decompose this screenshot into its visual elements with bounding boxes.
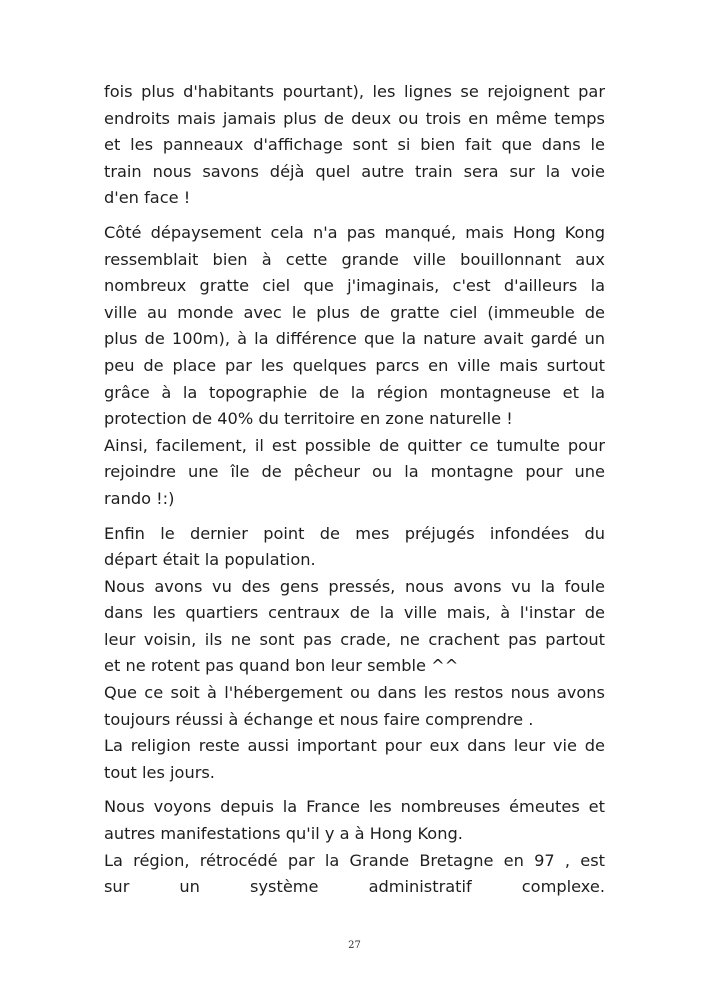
text-line: tout les jours.: [104, 762, 215, 782]
text-line: et les panneaux d'affichage sont si bien fait que dans le: [104, 135, 605, 155]
text-line: plus de 100m), à la différence que la nature avait gardé un: [104, 329, 605, 349]
text-line: départ était la population.: [104, 550, 316, 570]
page-number: 27: [348, 940, 361, 951]
text-line: Nous voyons depuis la France les nombreuses émeutes et: [104, 797, 605, 817]
paragraph-metro: [104, 79, 605, 212]
text-line: La religion reste aussi important pour eux dans leur vie de: [104, 736, 605, 756]
text-line: fois plus d'habitants pourtant), les lignes se rejoignent par: [104, 82, 605, 101]
text-line: Ainsi, facilement, il est possible de quitter ce tumulte pour: [104, 435, 605, 455]
text-line: endroits mais jamais plus de deux ou trois en même temps: [104, 108, 605, 128]
text-line: et ne rotent pas quand bon leur semble ^^: [104, 656, 459, 676]
text-line: Que ce soit à l'hébergement ou dans les restos nous avons: [104, 683, 605, 703]
text-line: autres manifestations qu'il y a à Hong Kong.: [104, 824, 463, 844]
text-line: peu de place par les quelques parcs en ville mais surtout: [104, 355, 605, 375]
text-line: Côté dépaysement cela n'a pas manqué, mais Hong Kong: [104, 222, 605, 242]
paragraph-manifestations: [104, 794, 605, 900]
text-line: sur un système administratif complexe.: [104, 877, 605, 897]
text-line: rejoindre une île de pêcheur ou la montagne pour une: [104, 462, 605, 482]
text-line: protection de 40% du territoire en zone naturelle !: [104, 409, 513, 429]
paragraph-population: [104, 521, 605, 787]
text-line: d'en face !: [104, 188, 191, 208]
text-line: Enfin le dernier point de mes préjugés infondées du: [104, 523, 605, 543]
text-line: La région, rétrocédé par la Grande Bretagne en 97 , est: [104, 850, 605, 870]
text-line: toujours réussi à échange et nous faire comprendre .: [104, 709, 534, 729]
paragraph-depaysement: [104, 220, 605, 513]
text-line: leur voisin, ils ne sont pas crade, ne crachent pas partout: [104, 629, 605, 649]
text-line: ville au monde avec le plus de gratte ciel (immeuble de: [104, 302, 605, 322]
text-line: dans les quartiers centraux de la ville mais, à l'instar de: [104, 603, 605, 623]
text-line: train nous savons déjà quel autre train sera sur la voie: [104, 161, 605, 181]
body-text: [104, 79, 605, 901]
text-line: grâce à la topographie de la région montagneuse et la: [104, 382, 605, 402]
text-line: ressemblait bien à cette grande ville bouillonnant aux: [104, 249, 605, 269]
text-line: Nous avons vu des gens pressés, nous avons vu la foule: [104, 576, 605, 596]
text-line: nombreux gratte ciel que j'imaginais, c'est d'ailleurs la: [104, 276, 605, 296]
text-line: rando !:): [104, 488, 175, 508]
